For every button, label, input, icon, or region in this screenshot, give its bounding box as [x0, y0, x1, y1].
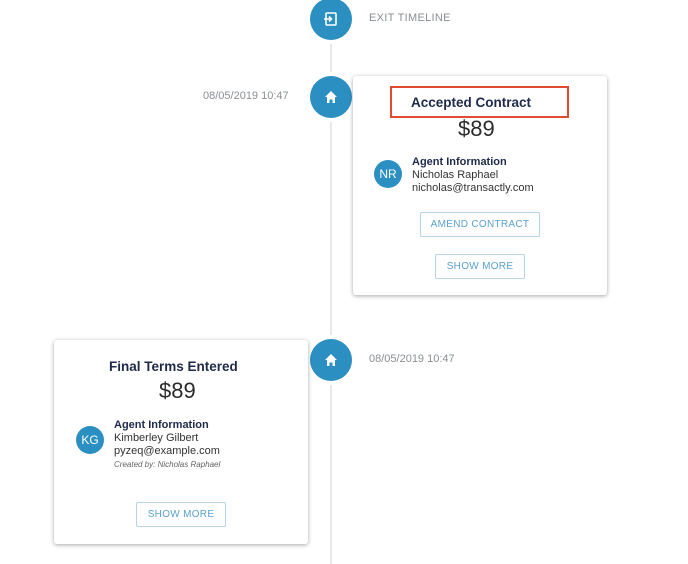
event-card-accepted-contract — [353, 76, 607, 295]
home-icon — [323, 352, 339, 368]
agent-email: pyzeq@example.com — [114, 445, 220, 457]
agent-name: Nicholas Raphael — [412, 169, 499, 181]
agent-name: Kimberley Gilbert — [114, 432, 199, 444]
home-icon — [323, 89, 339, 105]
agent-info-heading: Agent Information — [114, 419, 209, 431]
card-price: $89 — [159, 378, 196, 403]
event-card-final-terms — [54, 340, 308, 544]
card-title: Final Terms Entered — [109, 359, 238, 374]
event-timestamp: 08/05/2019 10:47 — [203, 90, 289, 102]
avatar: KG — [76, 426, 104, 454]
exit-timeline-label[interactable]: EXIT TIMELINE — [369, 12, 451, 24]
show-more-button[interactable]: SHOW MORE — [136, 502, 226, 527]
exit-icon — [323, 11, 339, 27]
event-timestamp: 08/05/2019 10:47 — [369, 353, 455, 365]
agent-info-heading: Agent Information — [412, 156, 507, 168]
card-price: $89 — [458, 116, 495, 141]
created-by-note: Created by: Nicholas Raphael — [114, 460, 221, 469]
event-node — [310, 339, 352, 381]
exit-timeline-button[interactable] — [310, 0, 352, 40]
show-more-button[interactable]: SHOW MORE — [435, 254, 525, 279]
card-title: Accepted Contract — [411, 95, 532, 110]
amend-contract-button[interactable]: AMEND CONTRACT — [420, 212, 540, 237]
agent-email: nicholas@transactly.com — [412, 182, 534, 194]
avatar: NR — [374, 160, 402, 188]
event-node — [310, 76, 352, 118]
